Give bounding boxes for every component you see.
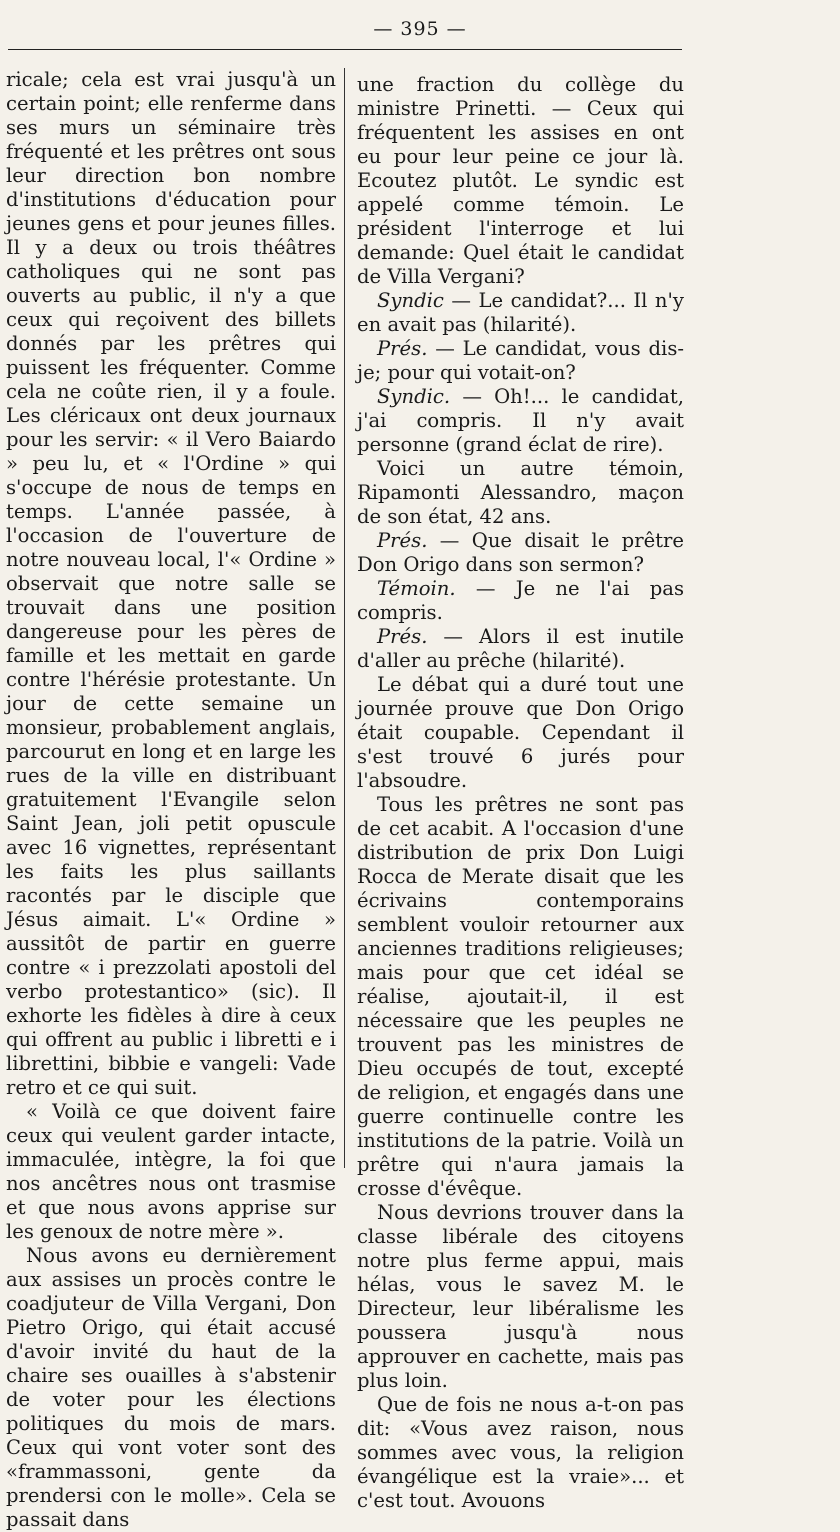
- paragraph: [357, 625, 684, 673]
- paragraph: [357, 385, 684, 457]
- paragraph-text: — Oh!... le candidat, j'ai compris. Il n'y avait personne (grand éclat de rire).: [357, 385, 684, 456]
- paragraph: « Voilà ce que doivent faire ceux qui veulent garder intacte, immaculée, intègre, la foi que nos ancêtres nous ont trasmise et que nous avons apprise sur les genoux de notre mère ».: [6, 1100, 336, 1243]
- speaker-label: Témoin.: [377, 577, 456, 600]
- paragraph-text: — Alors il est inutile d'aller au prêche (hilarité).: [357, 625, 684, 672]
- paragraph: Tous les prêtres ne sont pas de cet acabit. A l'occasion d'une distribution de prix Don Luigi Rocca de Merate disait que les écrivains contemporains semblent vouloir retourner aux anciennes traditions religieuses; mais pour que cet idéal se réalise, ajoutait-il, il est nécessaire que les peuples ne trouvent pas les ministres de Dieu occupés de tout, excepté de religion, et engagés dans une guerre continuelle contre les institutions de la patrie. Voilà un prêtre qui n'aura jamais la crosse d'évêque.: [357, 793, 684, 1200]
- page-number: — 395 —: [373, 18, 467, 40]
- paragraph: [357, 289, 684, 337]
- paragraph-text: — Je ne l'ai pas compris.: [357, 577, 684, 624]
- left-column: [6, 68, 336, 1532]
- paragraph: Le débat qui a duré tout une journée prouve que Don Origo était coupable. Cependant il s'est trouvé 6 jurés pour l'absoudre.: [357, 673, 684, 792]
- paragraph: ricale; cela est vrai jusqu'à un certain point; elle renferme dans ses murs un séminaire très fréquenté et les prêtres ont sous leur direction bon nombre d'institutions d'éducation pour jeunes gens et pour jeunes filles. Il y a deux ou trois théâtres catholiques qui ne sont pas ouverts au public, il n'y a que ceux qui reçoivent des billets donnés par les prêtres qui puissent les fréquenter. Comme cela ne coûte rien, il y a foule. Les cléricaux ont deux journaux pour les servir: « il Vero Baiardo » peu lu, et « l'Ordine » qui s'occupe de nous de temps en temps. L'année passée, à l'occasion de l'ouverture de notre nouveau local, l'« Ordine » observait que notre salle se trouvait dans une position dangereuse pour les pères de famille et les mettait en garde contre l'hérésie protestante. Un jour de cette semaine un monsieur, probablement anglais, parcourut en long et en large les rues de la ville en distribuant gratuitement l'Evangile selon Saint Jean, joli petit opuscule avec 16 vignettes, représentant les faits les plus saillants racontés par le disciple que Jésus aimait. L'« Ordine » aussitôt de partir en guerre contre « i prezzolati apostoli del verbo protestantico» (sic). Il exhorte les fidèles à dire à ceux qui offrent au public i libretti e i librettini, bibbie e vangeli: Vade retro et ce qui suit.: [6, 68, 336, 1099]
- right-column: [357, 73, 684, 1513]
- paragraph: Que de fois ne nous a-t-on pas dit: «Vous avez raison, nous sommes avec vous, la religion évangélique est la vraie»... et c'est tout. Avouons: [357, 1393, 684, 1512]
- paragraph: Nous avons eu dernièrement aux assises un procès contre le coadjuteur de Villa Vergani, Don Pietro Origo, qui était accusé d'avoir invité du haut de la chaire ses ouailles à s'abstenir de voter pour les élections politiques du mois de mars. Ceux qui vont voter sont des «frammassoni, gente da prendersi con le molle». Cela se passait dans: [6, 1244, 336, 1531]
- header-rule: [8, 49, 682, 50]
- paragraph: [357, 337, 684, 385]
- speaker-label: Syndic.: [377, 385, 451, 408]
- paragraph: [357, 577, 684, 625]
- speaker-label: Prés.: [377, 337, 428, 360]
- paragraph-text: — Que disait le prêtre Don Origo dans son sermon?: [357, 529, 684, 576]
- paragraph-text: — Le candidat?... Il n'y en avait pas (hilarité).: [357, 289, 684, 336]
- paragraph: Voici un autre témoin, Ripamonti Alessandro, maçon de son état, 42 ans.: [357, 457, 684, 528]
- column-divider: [344, 68, 345, 1168]
- speaker-label: Prés.: [377, 529, 428, 552]
- paragraph: une fraction du collège du ministre Prinetti. — Ceux qui fréquentent les assises en ont eu pour leur peine ce jour là. Ecoutez plutôt. Le syndic est appelé comme témoin. Le président l'interroge et lui demande: Quel était le candidat de Villa Vergani?: [357, 73, 684, 288]
- speaker-label: Prés.: [377, 625, 428, 648]
- paragraph: [357, 529, 684, 577]
- speaker-label: Syndic: [377, 289, 444, 312]
- paragraph: Nous devrions trouver dans la classe libérale des citoyens notre plus ferme appui, mais hélas, vous le savez M. le Directeur, leur libéralisme les poussera jusqu'à nous approuver en cachette, mais pas plus loin.: [357, 1201, 684, 1392]
- paragraph-text: — Le candidat, vous dis-je; pour qui votait-on?: [357, 337, 684, 384]
